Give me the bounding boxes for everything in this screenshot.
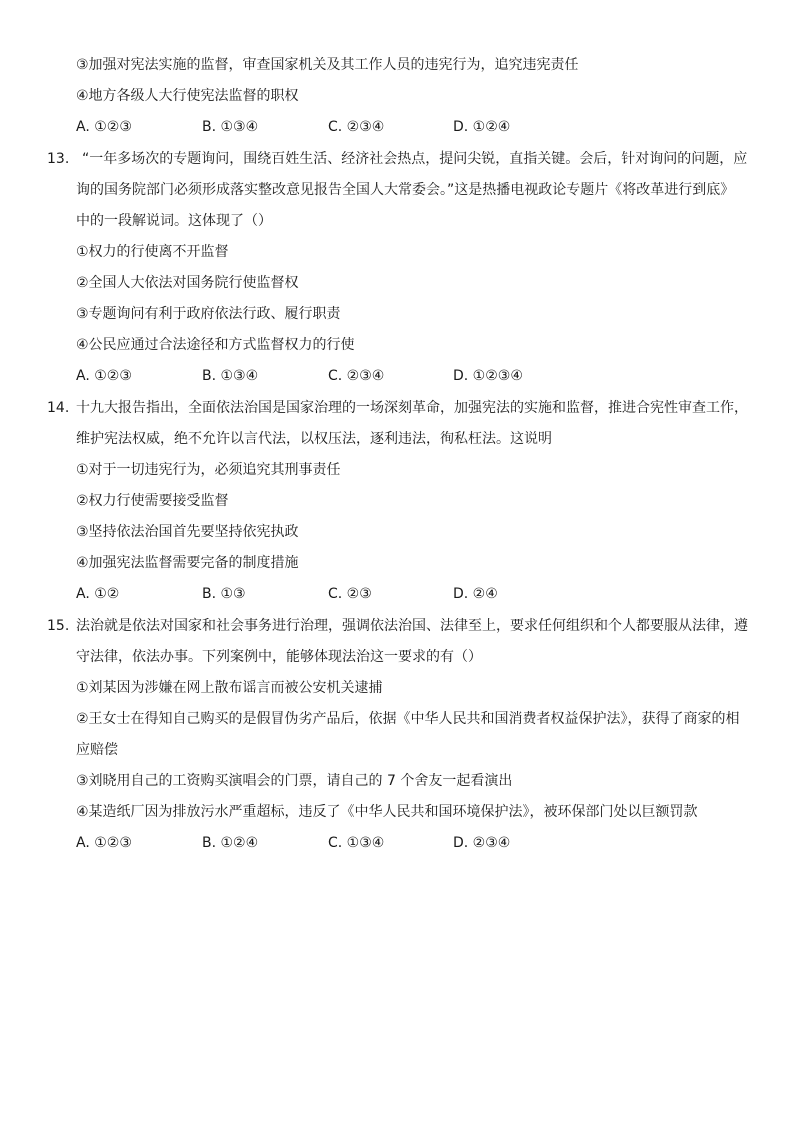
q13-item-2: ②全国人大依法对国务院行使监督权 (76, 275, 299, 291)
q15-options (76, 833, 756, 853)
q15-number: 15. (47, 618, 70, 634)
q14-options (76, 584, 756, 604)
q15-stem-line-1: 法治就是依法对国家和社会事务进行治理，强调依法治国、法律至上，要求任何组织和个人都要服从法律，遵 (76, 618, 748, 634)
q14-item-3: ③坚持依法治国首先要坚持依宪执政 (76, 524, 299, 540)
q14-item-2: ②权力行使需要接受监督 (76, 493, 229, 509)
prev-item-3: ③加强对宪法实施的监督，审查国家机关及其工作人员的违宪行为，追究违宪责任 (76, 57, 579, 73)
q14-option-c: C. ②③ (328, 586, 372, 602)
prev-option-d: D. ①②④ (453, 119, 511, 135)
q13-item-3: ③专题询问有利于政府依法行政、履行职责 (76, 306, 341, 322)
prev-option-a: A. ①②③ (76, 119, 132, 135)
q13-option-c: C. ②③④ (328, 368, 385, 384)
q14-option-b: B. ①③ (202, 586, 246, 602)
q13-options (76, 366, 756, 386)
q15-item-2-cont: 应赔偿 (76, 742, 118, 758)
q13-number: 13. (47, 151, 70, 167)
q13-item-1: ①权力的行使离不开监督 (76, 244, 229, 260)
q14-stem-line-2: 维护宪法权威，绝不允许以言代法，以权压法，逐利违法，徇私枉法。这说明 (76, 431, 552, 447)
q15-option-c: C. ①③④ (328, 835, 385, 851)
q15-option-a: A. ①②③ (76, 835, 132, 851)
q14-stem-line-1: 十九大报告指出，全面依法治国是国家治理的一场深刻革命，加强宪法的实施和监督，推进合宪性审查工作， (76, 400, 748, 416)
q14-option-a: A. ①② (76, 586, 120, 602)
q14-option-d: D. ②④ (453, 586, 498, 602)
prev-option-c: C. ②③④ (328, 119, 385, 135)
q13-item-4: ④公民应通过合法途径和方式监督权力的行使 (76, 337, 355, 353)
prev-options (76, 117, 756, 137)
q14-item-1: ①对于一切违宪行为，必须追究其刑事责任 (76, 462, 341, 478)
q15-item-4: ④某造纸厂因为排放污水严重超标，违反了《中华人民共和国环境保护法》，被环保部门处以巨额罚款 (76, 804, 698, 820)
q13-option-b: B. ①③④ (202, 368, 259, 384)
q15-item-2: ②王女士在得知自己购买的是假冒伪劣产品后，依据《中华人民共和国消费者权益保护法》，获得了商家的相 (76, 711, 740, 727)
q13-option-d: D. ①②③④ (453, 368, 523, 384)
q15-stem-line-2: 守法律，依法办事。下列案例中，能够体现法治这一要求的有（） (76, 649, 482, 665)
prev-option-b: B. ①③④ (202, 119, 259, 135)
q13-stem-line-3: 中的一段解说词。这体现了（） (76, 213, 272, 229)
q14-number: 14. (47, 400, 70, 416)
prev-item-4: ④地方各级人大行使宪法监督的职权 (76, 88, 299, 104)
q13-option-a: A. ①②③ (76, 368, 132, 384)
q14-item-4: ④加强宪法监督需要完备的制度措施 (76, 555, 299, 571)
q15-item-3: ③刘晓用自己的工资购买演唱会的门票，请自己的 7 个舍友一起看演出 (76, 773, 513, 789)
q15-item-1: ①刘某因为涉嫌在网上散布谣言而被公安机关逮捕 (76, 680, 383, 696)
q15-option-b: B. ①②④ (202, 835, 259, 851)
q13-stem-line-2: 询的国务院部门必须形成落实整改意见报告全国人大常委会。”这是热播电视政论专题片《将改革进行到底》 (76, 182, 735, 198)
q15-option-d: D. ②③④ (453, 835, 511, 851)
q13-stem-line-1: “一年多场次的专题询问，围绕百姓生活、经济社会热点，提问尖锐，直指关键。会后，针对询问的问题，应 (82, 151, 748, 167)
